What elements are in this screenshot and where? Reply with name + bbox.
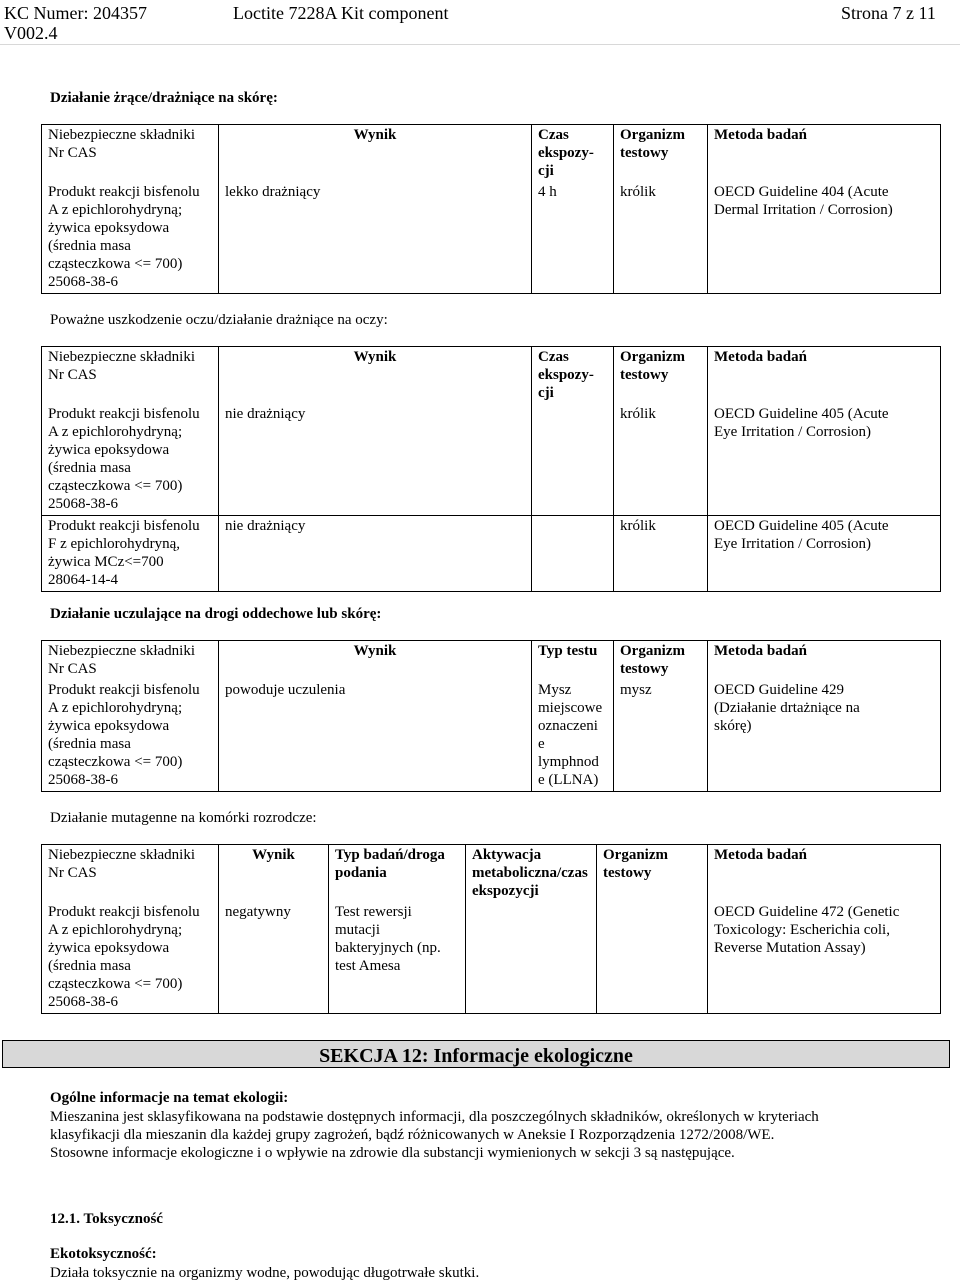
sensitization-table (41, 640, 941, 792)
cell-result: negatywny (219, 902, 329, 1014)
cell-organism: mysz (614, 680, 708, 792)
header-result: Wynik (219, 845, 329, 903)
header-organism: Organizm testowy (614, 347, 708, 405)
header-activation: Aktywacja metaboliczna/czas ekspozycji (466, 845, 597, 903)
cell-method: OECD Guideline 429 (Działanie drtażniące na skórę) (708, 680, 941, 792)
table-row (42, 680, 941, 792)
header-method: Metoda badań (708, 347, 941, 405)
header-substance: Niebezpieczne składniki Nr CAS (42, 845, 219, 903)
header-test-type: Typ badań/droga podania (329, 845, 466, 903)
skin-irritation-title: Działanie żrące/drażniące na skórę: (50, 90, 278, 106)
section-12-banner (2, 1040, 950, 1068)
cell-method: OECD Guideline 405 (Acute Eye Irritation / Corrosion) (708, 516, 941, 592)
general-ecology-heading: Ogólne informacje na temat ekologii: (50, 1090, 289, 1106)
cell-method: OECD Guideline 405 (Acute Eye Irritation / Corrosion) (708, 404, 941, 516)
header-organism: Organizm testowy (597, 845, 708, 903)
cell-substance: Produkt reakcji bisfenolu A z epichlorohydryną; żywica epoksydowa (średnia masa cząsteczkowa <= 700) 25068-38-6 (42, 182, 219, 294)
section-12-title: SEKCJA 12: Informacje ekologiczne (319, 1045, 633, 1067)
table-header-row (42, 641, 941, 681)
header-substance: Niebezpieczne składniki Nr CAS (42, 347, 219, 405)
cell-substance: Produkt reakcji bisfenolu A z epichlorohydryną; żywica epoksydowa (średnia masa cząsteczkowa <= 700) 25068-38-6 (42, 404, 219, 516)
header-result: Wynik (219, 125, 532, 183)
header-method: Metoda badań (708, 845, 941, 903)
cell-result: nie drażniący (219, 516, 532, 592)
eye-irritation-table (41, 346, 941, 592)
cell-result: lekko drażniący (219, 182, 532, 294)
header-divider (0, 44, 960, 45)
cell-time (532, 516, 614, 592)
cell-result: nie drażniący (219, 404, 532, 516)
cell-time (532, 404, 614, 516)
header-time: Czas ekspozy- cji (532, 347, 614, 405)
ecotoxicity-text: Działa toksycznie na organizmy wodne, powodując długotrwałe skutki. (50, 1265, 480, 1281)
cell-time: 4 h (532, 182, 614, 294)
cell-substance: Produkt reakcji bisfenolu F z epichlorohydryną, żywica MCz<=700 28064-14-4 (42, 516, 219, 592)
cell-activation (466, 902, 597, 1014)
cell-organism: królik (614, 404, 708, 516)
cell-test-type: Mysz miejscowe oznaczeni e lymphnod e (LLNA) (532, 680, 614, 792)
header-result: Wynik (219, 347, 532, 405)
header-organism: Organizm testowy (614, 125, 708, 183)
cell-test-type: Test rewersji mutacji bakteryjnych (np. test Amesa (329, 902, 466, 1014)
cell-substance: Produkt reakcji bisfenolu A z epichlorohydryną; żywica epoksydowa (średnia masa cząsteczkowa <= 700) 25068-38-6 (42, 902, 219, 1014)
table-header-row (42, 125, 941, 183)
table-header-row (42, 845, 941, 903)
cell-substance: Produkt reakcji bisfenolu A z epichlorohydryną; żywica epoksydowa (średnia masa cząsteczkowa <= 700) 25068-38-6 (42, 680, 219, 792)
cell-organism (597, 902, 708, 1014)
cell-result: powoduje uczulenia (219, 680, 532, 792)
cell-organism: królik (614, 182, 708, 294)
table-header-row (42, 347, 941, 405)
toxicity-heading: 12.1. Toksyczność (50, 1211, 163, 1227)
eye-irritation-title: Poważne uszkodzenie oczu/działanie drażniące na oczy: (50, 312, 388, 328)
header-substance: Niebezpieczne składniki Nr CAS (42, 125, 219, 183)
table-row (42, 516, 941, 592)
kc-number: KC Numer: 204357 (4, 3, 147, 23)
header-organism: Organizm testowy (614, 641, 708, 681)
ecotoxicity-heading: Ekotoksyczność: (50, 1246, 157, 1262)
header-method: Metoda badań (708, 641, 941, 681)
mutagenicity-title: Działanie mutagenne na komórki rozrodcze: (50, 810, 317, 826)
skin-irritation-table (41, 124, 941, 294)
header-time: Czas ekspozy- cji (532, 125, 614, 183)
version: V002.4 (4, 23, 58, 43)
cell-method: OECD Guideline 404 (Acute Dermal Irritation / Corrosion) (708, 182, 941, 294)
header-substance: Niebezpieczne składniki Nr CAS (42, 641, 219, 681)
table-row (42, 902, 941, 1014)
header-test-type: Typ testu (532, 641, 614, 681)
mutagenicity-table (41, 844, 941, 1014)
product-name: Loctite 7228A Kit component (233, 3, 449, 23)
page-number: Strona 7 z 11 (841, 3, 936, 23)
table-row (42, 182, 941, 294)
general-ecology-text: Mieszanina jest sklasyfikowana na podstawie dostępnych informacji, dla poszczególnych składników, określonych w kryteriach klasyfikacji dla mieszanin dla każdej grupy zagrożeń, bądź różnicowanych w Aneksie I Rozporządzenia 1272/2008/WE. Stosowne informacje ekologiczne i o wpływie na zdrowie dla substancji wymienionych w sekcji 3 są następujące. (50, 1109, 819, 1161)
sensitization-title: Działanie uczulające na drogi oddechowe lub skórę: (50, 606, 382, 622)
header-result: Wynik (219, 641, 532, 681)
header-method: Metoda badań (708, 125, 941, 183)
table-row (42, 404, 941, 516)
cell-organism: królik (614, 516, 708, 592)
cell-method: OECD Guideline 472 (Genetic Toxicology: Escherichia coli, Reverse Mutation Assay) (708, 902, 941, 1014)
